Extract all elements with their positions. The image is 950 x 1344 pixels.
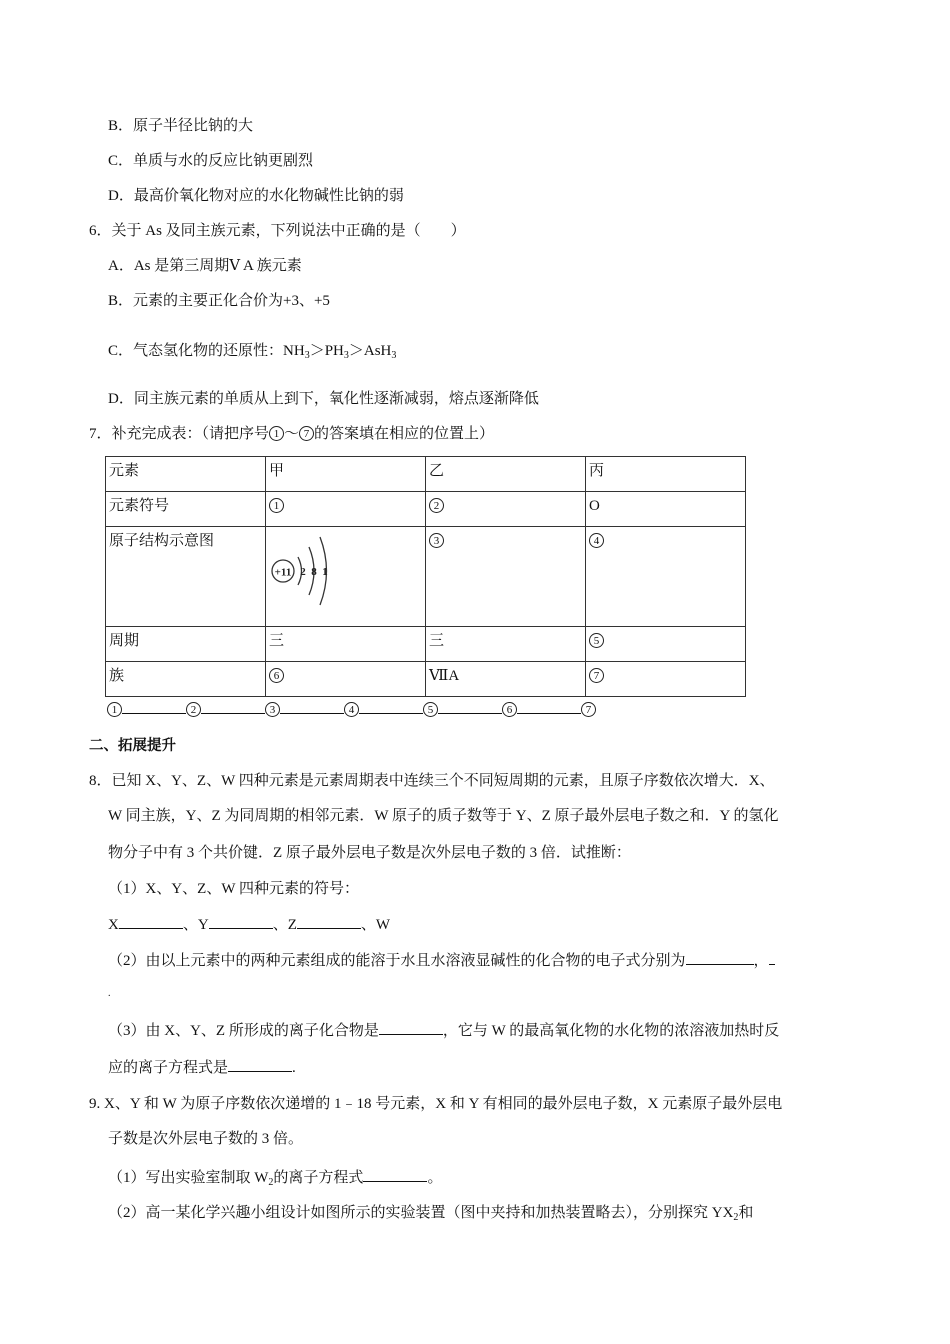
row-label: 原子结构示意图 <box>106 527 266 627</box>
circled-number: 2 <box>429 498 444 513</box>
q6-option-c-prefix: C．气态氢化物的还原性： <box>108 343 284 359</box>
q6-stem: 6．关于 As 及同主族元素，下列说法中正确的是（ ） <box>89 223 466 239</box>
table-row <box>106 492 746 527</box>
q9-stem-line2: 子数是次外层电子数的 3 倍。 <box>108 1131 304 1147</box>
table-cell: ⅦA <box>426 662 586 697</box>
answer-blank[interactable] <box>363 1167 427 1182</box>
table-cell: 丙 <box>586 457 746 492</box>
q8-stem-line3: 物分子中有 3 个共价键．Z 原子最外层电子数是次外层电子数的 3 倍．试推断： <box>108 845 631 861</box>
circled-number: 3 <box>265 702 280 717</box>
circled-number: 4 <box>344 702 359 717</box>
circled-number: 5 <box>589 633 604 648</box>
table-cell <box>586 662 746 697</box>
circled-number: 7 <box>299 426 314 441</box>
table-cell <box>426 527 586 627</box>
circled-number: 6 <box>502 702 517 717</box>
q8-part1-stem: （1）X、Y、Z、W 四种元素的符号： <box>108 881 359 897</box>
q5-option-d: D．最高价氧化物对应的水化物碱性比钠的弱 <box>108 188 404 204</box>
q6-option-c <box>108 341 396 361</box>
q8-stem-line1: 8．已知 X、Y、Z、W 四种元素是元素周期表中连续三个不同短周期的元素，且原子序数依次增大．X、 <box>89 773 775 789</box>
answer-blank[interactable] <box>228 1057 292 1072</box>
answer-blank[interactable] <box>280 701 344 714</box>
formula-nh3: $NH_3>PH_3>AsH_3$ <box>283 343 397 361</box>
q6-option-a: A．As 是第三周期Ⅴ A 族元素 <box>108 258 302 274</box>
svg-text:8: 8 <box>311 566 317 578</box>
q5-option-b: B．原子半径比钠的大 <box>108 118 254 134</box>
circled-number: 1 <box>269 498 284 513</box>
answer-blank[interactable] <box>359 701 423 714</box>
circled-number: 7 <box>581 702 596 717</box>
q8-part3-line1: （3）由 X、Y、Z 所形成的离子化合物是 ，它与 W 的最高氧化物的水化物的浓溶液加热时反 <box>108 1020 779 1041</box>
q9-part2: （2）高一某化学兴趣小组设计如图所示的实验装置（图中夹持和加热装置略去），分别探究 $YX_2$和 <box>108 1205 754 1223</box>
svg-text:+11: +11 <box>274 566 292 579</box>
answer-blank[interactable] <box>379 1020 443 1035</box>
svg-text:1: 1 <box>322 566 328 578</box>
table-cell: 三 <box>266 627 426 662</box>
element-table <box>105 456 746 697</box>
circled-number: 1 <box>107 702 122 717</box>
answer-blank-y[interactable] <box>209 914 273 929</box>
section-heading: 二、拓展提升 <box>89 738 176 754</box>
q5-option-c: C．单质与水的反应比钠更剧烈 <box>108 153 314 169</box>
table-cell <box>586 527 746 627</box>
row-label: 元素符号 <box>106 492 266 527</box>
circled-number: 2 <box>186 702 201 717</box>
circled-number: 5 <box>423 702 438 717</box>
table-cell: 甲 <box>266 457 426 492</box>
table-row <box>106 457 746 492</box>
q8-part3-line2: 应的离子方程式是 . <box>108 1057 296 1078</box>
row-label: 元素 <box>106 457 266 492</box>
sodium-atom-structure-diagram <box>269 527 349 617</box>
table-cell <box>426 492 586 527</box>
circled-number: 4 <box>589 533 604 548</box>
table-row <box>106 627 746 662</box>
circled-number: 7 <box>589 668 604 683</box>
answer-blank[interactable] <box>686 950 754 965</box>
answer-blank[interactable] <box>438 701 502 714</box>
atom-diagram-icon <box>269 527 349 617</box>
answer-blank[interactable] <box>201 701 265 714</box>
table-row <box>106 662 746 697</box>
circled-number: 6 <box>269 668 284 683</box>
table-cell: O <box>586 492 746 527</box>
answer-blank-x[interactable] <box>119 914 183 929</box>
table-cell: 乙 <box>426 457 586 492</box>
table-cell: 三 <box>426 627 586 662</box>
q7-answer-blanks <box>107 700 596 720</box>
q9-stem-line1: 9. X、Y 和 W 为原子序数依次递增的 1﹣18 号元素，X 和 Y 有相同的最外层电子数，X 元素原子最外层电 <box>89 1096 783 1112</box>
svg-text:2: 2 <box>300 566 306 578</box>
table-cell <box>266 662 426 697</box>
table-cell <box>586 627 746 662</box>
q8-part2-tail: . <box>108 988 111 999</box>
row-label: 周期 <box>106 627 266 662</box>
answer-blank[interactable] <box>769 950 775 965</box>
q6-option-d: D．同主族元素的单质从上到下，氧化性逐渐减弱，熔点逐渐降低 <box>108 391 539 407</box>
row-label: 族 <box>106 662 266 697</box>
answer-blank[interactable] <box>517 701 581 714</box>
q8-part2: （2）由以上元素中的两种元素组成的能溶于水且水溶液显碱性的化合物的电子式分别为 ， <box>108 950 775 971</box>
q8-stem-line2: W 同主族，Y、Z 为同周期的相邻元素．W 原子的质子数等于 Y、Z 原子最外层电子数之和．Y 的氢化 <box>108 808 779 824</box>
q6-option-b: B．元素的主要正化合价为+3、+5 <box>108 293 330 309</box>
table-cell <box>266 492 426 527</box>
q7-stem: 7．补充完成表：（请把序号 1 ～ 7 的答案填在相应的位置上） <box>89 426 495 442</box>
q9-part1: （1）写出实验室制取 $W_2$的离子方程式 。 <box>108 1167 442 1188</box>
table-cell <box>266 527 426 627</box>
answer-blank[interactable] <box>122 701 186 714</box>
table-row <box>106 527 746 627</box>
circled-number: 1 <box>269 426 284 441</box>
answer-blank-z[interactable] <box>297 914 361 929</box>
q8-part1-blanks: X 、Y 、Z 、W <box>108 914 390 935</box>
circled-number: 3 <box>429 533 444 548</box>
